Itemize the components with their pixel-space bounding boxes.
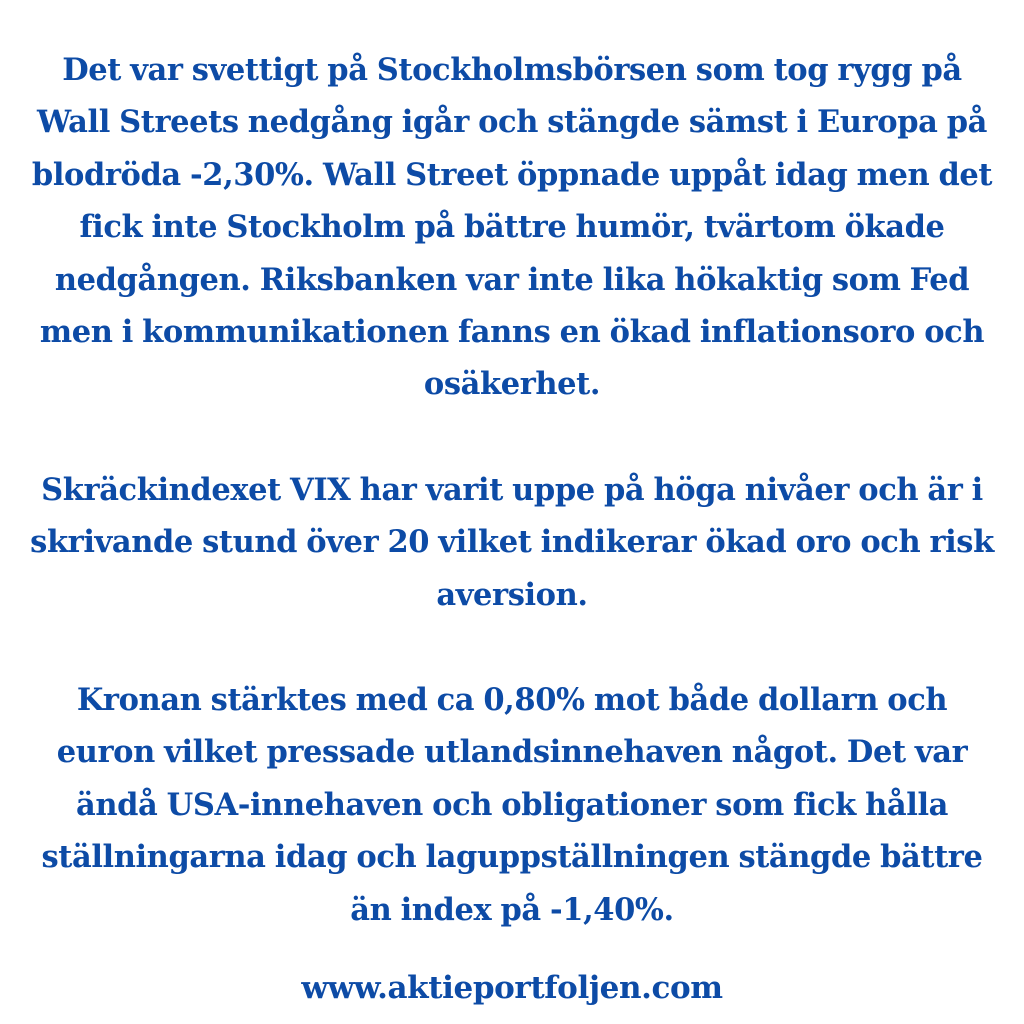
paragraph-market-summary: Det var svettigt på Stockholmsbörsen som tog rygg på Wall Streets nedgång igår och stängde sämst i Europa på blodröda -2,30%. Wall Street öppnade uppåt idag men det fick inte Stockholm på bättre humör, tvärtom ökade nedgången. Riksbanken var inte lika hökaktig som Fed men i kommunikationen fanns en ökad inflationsoro och osäkerhet. bbox=[31, 52, 993, 403]
website-url: www.aktieportfoljen.com bbox=[301, 970, 723, 1006]
paragraph-currency: Kronan stärktes med ca 0,80% mot både dollarn och euron vilket pressade utlandsinnehaven något. Det var ändå USA-innehaven och obligationer som fick hålla ställningarna idag och laguppställningen stängde bättre än index på -1,40%. bbox=[41, 682, 983, 928]
paragraph-vix: Skräckindexet VIX har varit uppe på höga nivåer och är i skrivande stund över 20 vilket indikerar ökad oro och risk aversion. bbox=[30, 472, 994, 613]
